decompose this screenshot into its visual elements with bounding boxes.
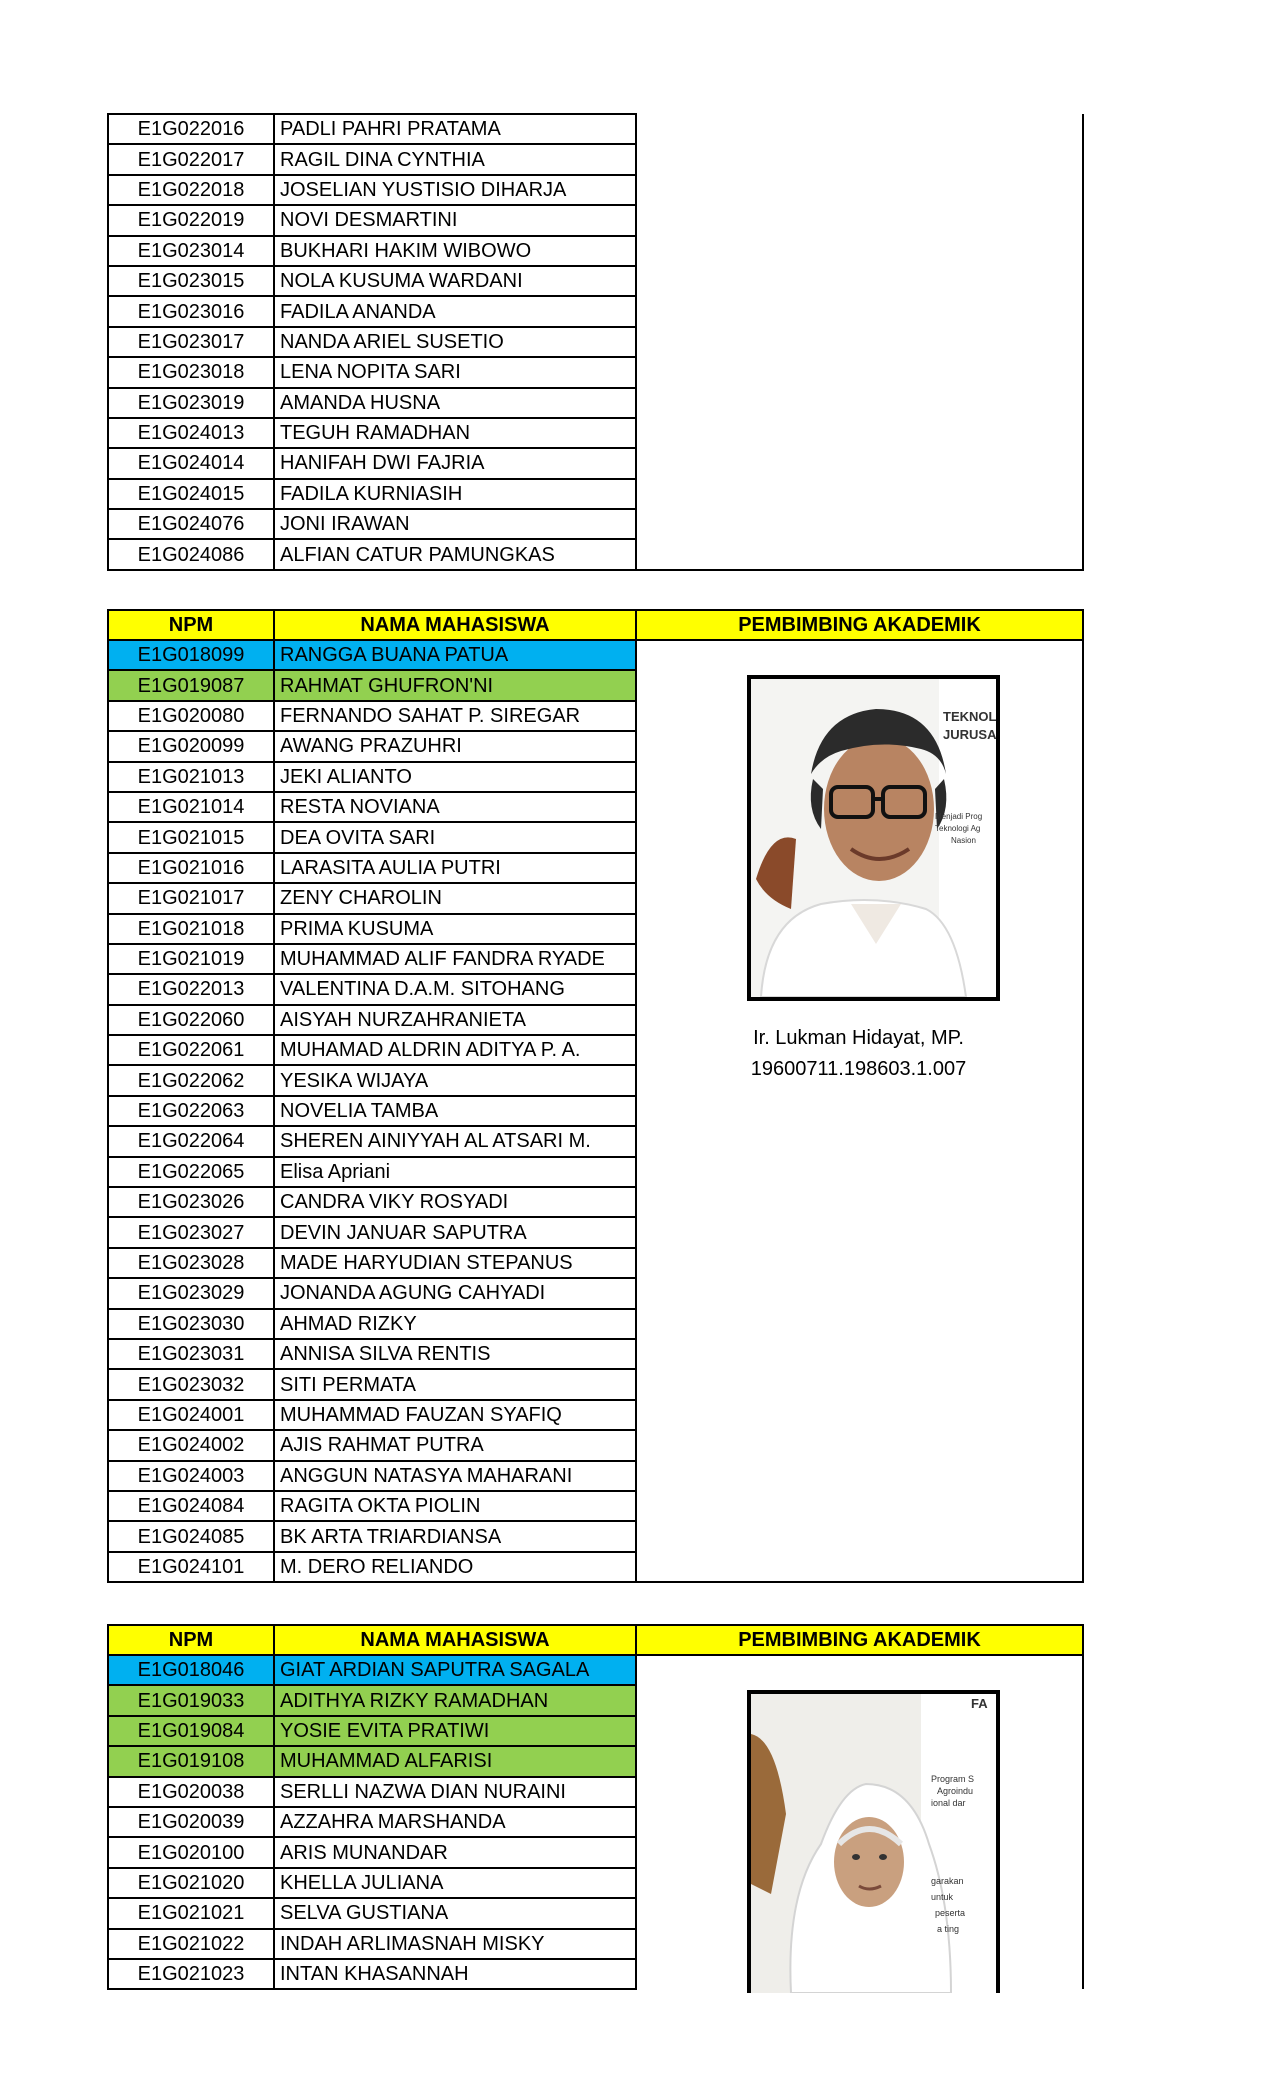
advisor-photo	[747, 1690, 1000, 1993]
npm-cell: E1G020100	[108, 1837, 274, 1867]
npm-cell: E1G020080	[108, 701, 274, 731]
student-name-cell: TEGUH RAMADHAN	[274, 418, 636, 448]
svg-text:Teknologi Ag: Teknologi Ag	[935, 824, 981, 833]
svg-text:FA: FA	[971, 1696, 988, 1711]
student-name-cell: SERLLI NAZWA DIAN NURAINI	[274, 1777, 636, 1807]
header-nama-mahasiswa: NAMA MAHASISWA	[274, 1625, 636, 1655]
student-name-cell: KHELLA JULIANA	[274, 1868, 636, 1898]
student-name-cell: NOVI DESMARTINI	[274, 205, 636, 235]
student-name-cell: YESIKA WIJAYA	[274, 1065, 636, 1095]
advisor-cell	[636, 114, 1083, 570]
student-name-cell: RANGGA BUANA PATUA	[274, 640, 636, 670]
npm-cell: E1G024015	[108, 479, 274, 509]
student-name-cell: MUHAMMAD ALIF FANDRA RYADE	[274, 944, 636, 974]
npm-cell: E1G023014	[108, 236, 274, 266]
student-name-cell: ADITHYA RIZKY RAMADHAN	[274, 1685, 636, 1715]
npm-cell: E1G021015	[108, 822, 274, 852]
svg-text:peserta: peserta	[935, 1908, 966, 1918]
student-name-cell: AMANDA HUSNA	[274, 388, 636, 418]
student-name-cell: INDAH ARLIMASNAH MISKY	[274, 1929, 636, 1959]
student-name-cell: ANGGUN NATASYA MAHARANI	[274, 1461, 636, 1491]
student-name-cell: NOLA KUSUMA WARDANI	[274, 266, 636, 296]
student-name-cell: BUKHARI HAKIM WIBOWO	[274, 236, 636, 266]
table-row	[108, 1655, 1083, 1685]
svg-text:Program S: Program S	[931, 1774, 975, 1784]
student-name-cell: AWANG PRAZUHRI	[274, 731, 636, 761]
student-name-cell: HANIFAH DWI FAJRIA	[274, 448, 636, 478]
npm-cell: E1G023031	[108, 1339, 274, 1369]
student-name-cell: ANNISA SILVA RENTIS	[274, 1339, 636, 1369]
npm-cell: E1G019033	[108, 1685, 274, 1715]
student-name-cell: YOSIE EVITA PRATIWI	[274, 1716, 636, 1746]
student-name-cell: MUHAMMAD FAUZAN SYAFIQ	[274, 1400, 636, 1430]
svg-text:JURUSA: JURUSA	[943, 727, 996, 742]
npm-cell: E1G023017	[108, 327, 274, 357]
student-name-cell: ARIS MUNANDAR	[274, 1837, 636, 1867]
student-name-cell: RAGITA OKTA PIOLIN	[274, 1491, 636, 1521]
npm-cell: E1G023029	[108, 1278, 274, 1308]
npm-cell: E1G021019	[108, 944, 274, 974]
student-name-cell: RAGIL DINA CYNTHIA	[274, 144, 636, 174]
npm-cell: E1G024014	[108, 448, 274, 478]
npm-cell: E1G024076	[108, 509, 274, 539]
npm-cell: E1G024002	[108, 1430, 274, 1460]
advisor-photo	[747, 675, 1000, 1001]
student-name-cell: INTAN KHASANNAH	[274, 1959, 636, 1989]
student-name-cell: LENA NOPITA SARI	[274, 357, 636, 387]
npm-cell: E1G023027	[108, 1217, 274, 1247]
student-name-cell: GIAT ARDIAN SAPUTRA SAGALA	[274, 1655, 636, 1685]
svg-text:Nasion: Nasion	[951, 836, 976, 845]
npm-cell: E1G023030	[108, 1309, 274, 1339]
student-name-cell: MUHAMMAD ALFARISI	[274, 1746, 636, 1776]
npm-cell: E1G023026	[108, 1187, 274, 1217]
npm-cell: E1G024101	[108, 1552, 274, 1582]
npm-cell: E1G021016	[108, 853, 274, 883]
student-name-cell: SHEREN AINIYYAH AL ATSARI M.	[274, 1126, 636, 1156]
npm-cell: E1G021023	[108, 1959, 274, 1989]
npm-cell: E1G021013	[108, 762, 274, 792]
npm-cell: E1G022061	[108, 1035, 274, 1065]
npm-cell: E1G023032	[108, 1369, 274, 1399]
student-name-cell: FERNANDO SAHAT P. SIREGAR	[274, 701, 636, 731]
npm-cell: E1G022013	[108, 974, 274, 1004]
npm-cell: E1G021020	[108, 1868, 274, 1898]
advisor-nip: 19600711.198603.1.007	[750, 1058, 967, 1080]
advisor-name: Ir. Lukman Hidayat, MP.	[753, 1027, 964, 1049]
npm-cell: E1G024013	[108, 418, 274, 448]
svg-text:Agroindu: Agroindu	[937, 1786, 974, 1796]
student-name-cell: JONANDA AGUNG CAHYADI	[274, 1278, 636, 1308]
npm-cell: E1G021014	[108, 792, 274, 822]
header-nama-mahasiswa: NAMA MAHASISWA	[274, 610, 636, 640]
student-name-cell: SELVA GUSTIANA	[274, 1898, 636, 1928]
npm-cell: E1G021017	[108, 883, 274, 913]
advisor-portrait-image	[751, 679, 996, 997]
header-npm: NPM	[108, 610, 274, 640]
npm-cell: E1G023018	[108, 357, 274, 387]
student-name-cell: VALENTINA D.A.M. SITOHANG	[274, 974, 636, 1004]
student-name-cell: FADILA ANANDA	[274, 296, 636, 326]
student-name-cell: LARASITA AULIA PUTRI	[274, 853, 636, 883]
student-name-cell: DEA OVITA SARI	[274, 822, 636, 852]
npm-cell: E1G023028	[108, 1248, 274, 1278]
npm-cell: E1G022060	[108, 1005, 274, 1035]
student-name-cell: CANDRA VIKY ROSYADI	[274, 1187, 636, 1217]
npm-cell: E1G020039	[108, 1807, 274, 1837]
npm-cell: E1G022064	[108, 1126, 274, 1156]
student-name-cell: SITI PERMATA	[274, 1369, 636, 1399]
student-name-cell: PRIMA KUSUMA	[274, 914, 636, 944]
npm-cell: E1G020038	[108, 1777, 274, 1807]
student-name-cell: DEVIN JANUAR SAPUTRA	[274, 1217, 636, 1247]
student-name-cell: Elisa Apriani	[274, 1157, 636, 1187]
student-name-cell: AJIS RAHMAT PUTRA	[274, 1430, 636, 1460]
student-name-cell: ZENY CHAROLIN	[274, 883, 636, 913]
table-header-row	[108, 610, 1083, 640]
npm-cell: E1G023016	[108, 296, 274, 326]
npm-cell: E1G023019	[108, 388, 274, 418]
student-name-cell: NANDA ARIEL SUSETIO	[274, 327, 636, 357]
npm-cell: E1G020099	[108, 731, 274, 761]
table-row	[108, 114, 1083, 144]
npm-cell: E1G024086	[108, 539, 274, 569]
npm-cell: E1G018046	[108, 1655, 274, 1685]
student-name-cell: MADE HARYUDIAN STEPANUS	[274, 1248, 636, 1278]
svg-text:garakan: garakan	[931, 1876, 964, 1886]
student-table-2	[107, 609, 1082, 1583]
student-name-cell: RAHMAT GHUFRON'NI	[274, 670, 636, 700]
npm-cell: E1G022016	[108, 114, 274, 144]
student-name-cell: MUHAMAD ALDRIN ADITYA P. A.	[274, 1035, 636, 1065]
npm-cell: E1G019087	[108, 670, 274, 700]
npm-cell: E1G024001	[108, 1400, 274, 1430]
table-header-row	[108, 1625, 1083, 1655]
svg-text:Menjadi Prog: Menjadi Prog	[935, 812, 983, 821]
npm-cell: E1G021018	[108, 914, 274, 944]
npm-cell: E1G022019	[108, 205, 274, 235]
svg-text:TEKNOL: TEKNOL	[943, 709, 996, 724]
student-name-cell: BK ARTA TRIARDIANSA	[274, 1521, 636, 1551]
npm-cell: E1G024085	[108, 1521, 274, 1551]
student-name-cell: JEKI ALIANTO	[274, 762, 636, 792]
npm-cell: E1G022062	[108, 1065, 274, 1095]
npm-cell: E1G019108	[108, 1746, 274, 1776]
npm-cell: E1G022063	[108, 1096, 274, 1126]
npm-cell: E1G022065	[108, 1157, 274, 1187]
student-name-cell: ALFIAN CATUR PAMUNGKAS	[274, 539, 636, 569]
student-name-cell: PADLI PAHRI PRATAMA	[274, 114, 636, 144]
student-name-cell: JONI IRAWAN	[274, 509, 636, 539]
svg-text:ional dar: ional dar	[931, 1798, 966, 1808]
student-name-cell: AHMAD RIZKY	[274, 1309, 636, 1339]
student-name-cell: NOVELIA TAMBA	[274, 1096, 636, 1126]
student-table-1	[107, 113, 1082, 571]
npm-cell: E1G018099	[108, 640, 274, 670]
npm-cell: E1G024003	[108, 1461, 274, 1491]
header-npm: NPM	[108, 1625, 274, 1655]
svg-text:untuk: untuk	[931, 1892, 954, 1902]
npm-cell: E1G022017	[108, 144, 274, 174]
student-name-cell: AISYAH NURZAHRANIETA	[274, 1005, 636, 1035]
npm-cell: E1G023015	[108, 266, 274, 296]
advisor-portrait-image	[751, 1694, 996, 1993]
npm-cell: E1G021022	[108, 1929, 274, 1959]
npm-cell: E1G024084	[108, 1491, 274, 1521]
header-pembimbing-akademik: PEMBIMBING AKADEMIK	[636, 610, 1083, 640]
table-body	[108, 114, 1083, 570]
table-row	[108, 640, 1083, 670]
npm-cell: E1G021021	[108, 1898, 274, 1928]
student-name-cell: M. DERO RELIANDO	[274, 1552, 636, 1582]
student-name-cell: FADILA KURNIASIH	[274, 479, 636, 509]
student-name-cell: JOSELIAN YUSTISIO DIHARJA	[274, 175, 636, 205]
header-pembimbing-akademik: PEMBIMBING AKADEMIK	[636, 1625, 1083, 1655]
npm-cell: E1G022018	[108, 175, 274, 205]
svg-text:a ting: a ting	[937, 1924, 960, 1934]
student-name-cell: RESTA NOVIANA	[274, 792, 636, 822]
student-table-3	[107, 1624, 1082, 1990]
npm-cell: E1G019084	[108, 1716, 274, 1746]
student-name-cell: AZZAHRA MARSHANDA	[274, 1807, 636, 1837]
